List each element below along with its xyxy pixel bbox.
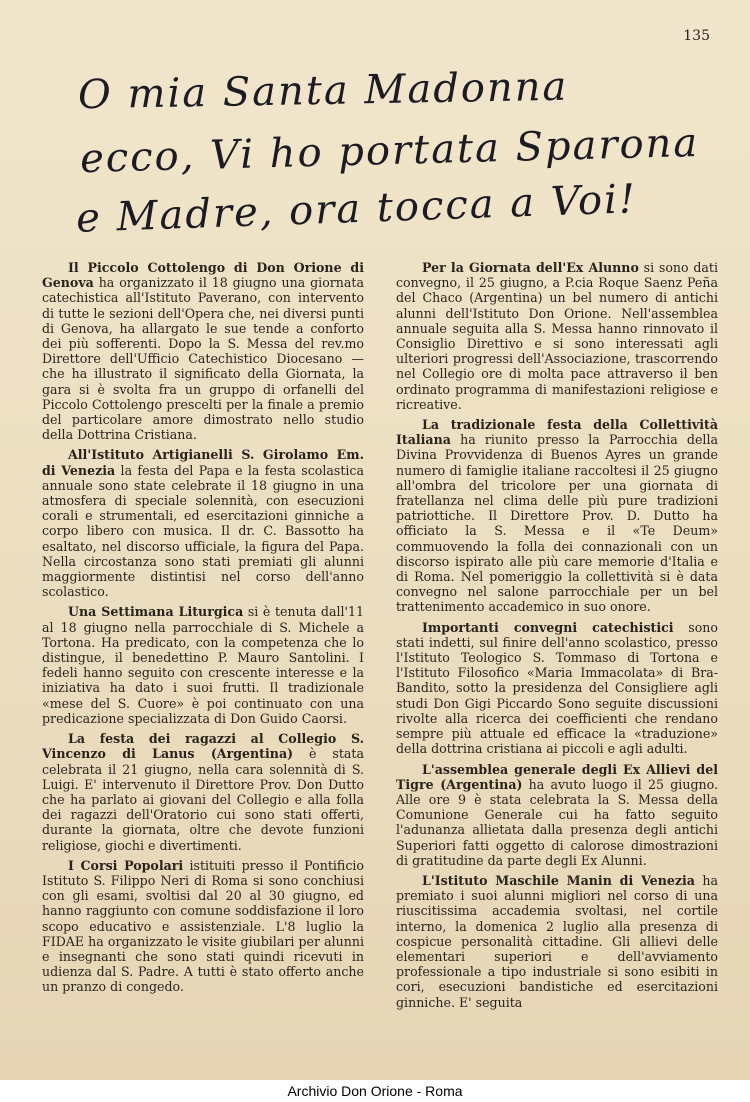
handwritten-dedication (70, 58, 710, 248)
news-item-text: la festa del Papa e la festa scolastica annuale sono state celebrate il 18 giugno in una atmosfera di speciale solennità, con esecuzioni corali e strumentali, ed esercitazioni ginniche a corpo libero con musica. Il dr. C. Bassotto ha esaltato, nel discorso ufficiale, la figura del Papa. Nella circostanza sono stati premiati gli alunni maggiormente distintisi nel corso dell'anno scolastico. (42, 462, 364, 600)
handwritten-line-2: ecco, Vi ho portata Sparona (79, 119, 700, 183)
news-item-text: ha avuto luogo il 25 giugno. Alle ore 9 è stata celebrata la S. Messa della Comunione Generale cui ha fatto seguito l'adunanza allietata dalla presenza degli antichi Superiori fatti oggetto di calorose dimostrazioni di gratitudine da parte degli Ex Alunni. (396, 776, 718, 868)
news-item-heading: L'assemblea generale degli Ex Allievi del Tigre (Argentina) (396, 761, 718, 792)
news-item (396, 620, 718, 757)
news-item (396, 417, 718, 615)
article-columns (42, 260, 718, 1050)
news-item-text: istituiti presso il Pontificio Istituto S. Filippo Neri di Roma si sono conchiusi con gli esami, svoltisi dal 20 al 30 giugno, ed hanno raggiunto con comune soddisfazione il loro scopo educativo e assistenziale. L'8 luglio la FIDAE ha organizzato le visite giubilari per alunni e insegnanti che sono stati quindi ricevuti in udienza dal S. Padre. A tutti è stato offerto anche un pranzo di congedo. (42, 857, 364, 995)
handwritten-line-1: O mia Santa Madonna (77, 63, 569, 119)
news-item-text: ha riunito presso la Parrocchia della Divina Provvidenza di Buenos Ayres un grande numero di famiglie italiane raccoltesi il 25 giugno all'ombra del tricolore per una giornata di fratellanza nel clima delle più pure tradizioni patriottiche. Il Direttore Prov. D. Dutto ha officiato la S. Messa e il «Te Deum» commuovendo la folla dei connazionali con un discorso ispirato alle più care memorie d'Italia e di Roma. Nel pomeriggio la collettività si è data convegno nel salone parrocchiale per un bel trattenimento accademico in suo onore. (396, 432, 718, 615)
page-number: 135 (683, 28, 710, 44)
news-item-heading: All'Istituto Artigianelli S. Girolamo Em. di Venezia (42, 447, 364, 478)
news-item-heading: Una Settimana Liturgica (68, 604, 244, 620)
news-item-text: ha premiato i suoi alunni migliori nel corso di una riuscitissima accademia svoltasi, nel cortile interno, la domenica 2 luglio alla presenza di cospicue personalità cittadine. Gli allievi delle elementari superiori e dell'avviamento professionale a tipo industriale si sono esibiti in cori, esecuzioni bandistiche ed esercitazioni ginniche. E' seguita (396, 872, 718, 1010)
left-column (42, 260, 364, 1050)
news-item (42, 260, 364, 442)
news-item-text: si sono dati convegno, il 25 giugno, a P.cia Roque Saenz Peña del Chaco (Argentina) un bel numero di antichi alunni dell'Istituto Don Orione. Nell'assemblea annuale seguita alla S. Messa hanno rinnovato il Consiglio Direttivo e si sono interessati agli ulteriori progressi dell'Associazione, trascorrendo nel Collegio ore di molta pace attraverso il ben ordinato programma di manifestazioni religiose e ricreative. (396, 260, 718, 412)
news-item-heading: Importanti convegni catechistici (422, 619, 674, 635)
news-item (42, 604, 364, 726)
news-item-heading: La tradizionale festa della Collettività Italiana (396, 417, 718, 448)
news-item-text: si è tenuta dall'11 al 18 giugno nella parrocchiale di S. Michele a Tortona. Ha predicato, con la competenza che lo distingue, il benedettino P. Mauro Santolini. I fedeli hanno seguito con crescente interesse e la iniziativa ha dato i suoi frutti. Il tradizionale «mese del S. Cuore» è poi continuato con una predicazione specializzata di Don Guido Caorsi. (42, 604, 364, 726)
news-item (396, 873, 718, 1010)
news-item (42, 858, 364, 995)
news-item-text: ha organizzato il 18 giugno una giornata catechistica all'Istituto Paverano, con intervento di tutte le sezioni dell'Opera che, nei diversi punti di Genova, ha allargato le sue tende a conforto dei più sofferenti. Dopo la S. Messa del rev.mo Direttore dell'Ufficio Catechistico Diocesano — che ha illustrato il significato della Giornata, la gara si è svolta fra un gruppo di orfanelli del Piccolo Cottolengo prescelti per la finale a premio del particolare amore dimostrato nello studio della Dottrina Cristiana. (42, 275, 364, 443)
right-column (396, 260, 718, 1050)
news-item-heading: La festa dei ragazzi al Collegio S. Vincenzo di Lanus (Argentina) (42, 731, 364, 762)
archive-footer: Archivio Don Orione - Roma (0, 1080, 750, 1102)
news-item (396, 762, 718, 868)
news-item-heading: Il Piccolo Cottolengo di Don Orione di Genova (42, 260, 364, 291)
news-item-text: è stata celebrata il 21 giugno, nella cara solennità di S. Luigi. E' intervenuto il Direttore Prov. Don Dutto che ha parlato ai giovani del Collegio e alla folla dei ragazzi dell'Oratorio cui sono stati offerti, durante la giornata, oltre che devote funzioni religiose, giochi e divertimenti. (42, 746, 364, 853)
news-item-text: sono stati indetti, sul finire dell'anno scolastico, presso l'Istituto Teologico S. Tommaso di Tortona e l'Istituto Filosofico «Maria Immacolata» di Bra-Bandito, sotto la presidenza del Consigliere agli studi Don Gigi Piccardo Sono seguite discussioni rivolte alla ricerca dei coefficienti che rendano sempre più attuale ed efficace la «traduzione» della dottrina cristiana ai piccoli e agli adulti. (396, 619, 718, 757)
news-item (42, 731, 364, 853)
news-item-heading: I Corsi Popolari (68, 857, 184, 873)
news-item (396, 260, 718, 412)
news-item-heading: Per la Giornata dell'Ex Alunno (422, 260, 639, 275)
handwritten-line-3: e Madre, ora tocca a Voi! (75, 176, 638, 242)
news-item-heading: L'Istituto Maschile Manin di Venezia (422, 872, 695, 888)
news-item (42, 447, 364, 599)
